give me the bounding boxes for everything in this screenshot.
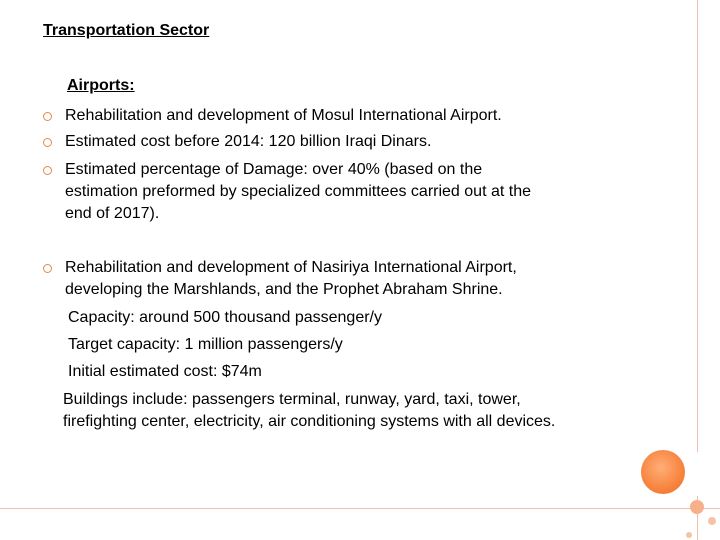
detail-initial-cost: Initial estimated cost: $74m (68, 363, 262, 380)
bullet-line: estimation preformed by specialized committees carried out at the (65, 183, 531, 200)
bullet-line: end of 2017). (65, 205, 160, 222)
frame-line-bottom (0, 508, 720, 509)
slide-title: Transportation Sector (43, 22, 210, 39)
section-heading: Airports: (67, 77, 135, 94)
decorative-circle-small (708, 517, 716, 525)
detail-capacity: Capacity: around 500 thousand passenger/y (68, 309, 382, 326)
detail-buildings-line-2: firefighting center, electricity, air conditioning systems with all devices. (63, 413, 556, 430)
bullet-line: Rehabilitation and development of Nasiriya International Airport, (65, 259, 517, 276)
bullet-circle-icon (43, 166, 52, 175)
bullet-text (65, 105, 625, 127)
bullet-line: developing the Marshlands, and the Prophet Abraham Shrine. (65, 281, 503, 298)
frame-line-right (697, 0, 698, 452)
detail-target-capacity: Target capacity: 1 million passengers/y (68, 336, 343, 353)
bullet-circle-icon (43, 138, 52, 147)
bullet-line: Estimated cost before 2014: 120 billion Iraqi Dinars. (65, 133, 432, 150)
bullet-circle-icon (43, 112, 52, 121)
decorative-circle-large (641, 450, 685, 494)
bullet-circle-icon (43, 264, 52, 273)
bullet-text (65, 131, 625, 153)
bullet-line: Rehabilitation and development of Mosul International Airport. (65, 107, 502, 124)
bullet-line: Estimated percentage of Damage: over 40% (based on the (65, 161, 483, 178)
bullet-text (65, 257, 625, 301)
decorative-circle-small (690, 500, 704, 514)
detail-buildings-line-1: Buildings include: passengers terminal, runway, yard, taxi, tower, (63, 391, 521, 408)
bullet-text (65, 159, 625, 225)
decorative-circle-small (686, 532, 692, 538)
